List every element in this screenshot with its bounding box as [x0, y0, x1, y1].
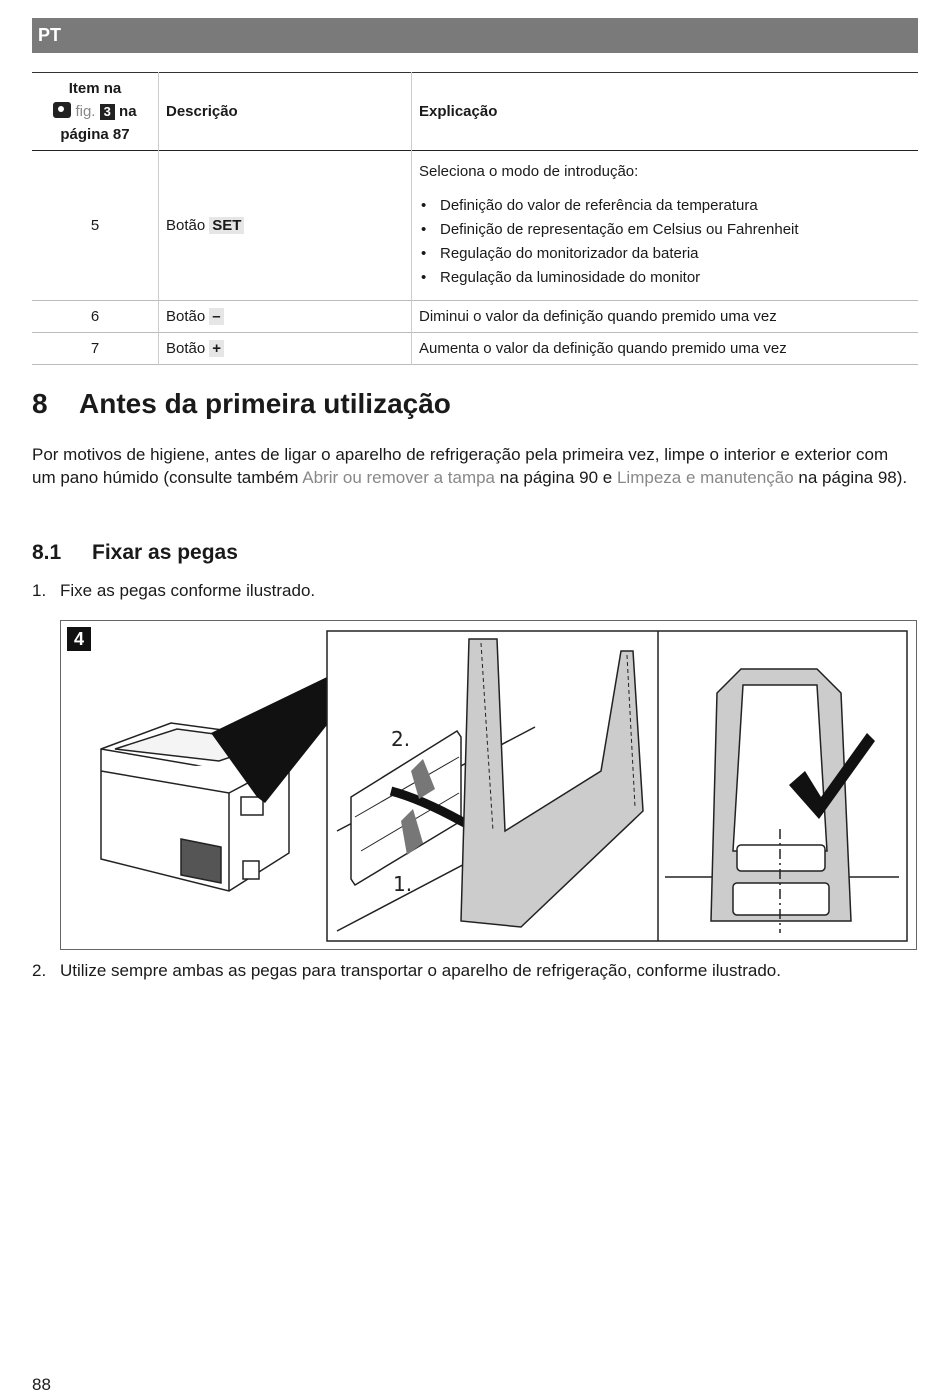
row-explanation: Aumenta o valor da definição quando premido uma vez: [419, 340, 787, 357]
language-header-bar: [32, 18, 918, 53]
subsection-title: Fixar as pegas: [92, 541, 238, 564]
figure-number-badge: 4: [67, 627, 91, 651]
link-cleaning-maintenance[interactable]: Limpeza e manutenção: [616, 468, 794, 487]
hygiene-paragraph: [32, 443, 912, 489]
section-number: 8: [32, 388, 48, 419]
page-number: 88: [32, 1375, 51, 1394]
paragraph-text: Por motivos de higiene, antes de ligar o aparelho de refrigeração pela primeira vez, limpe o interior e exterior com um pano húmido (consulte também: [32, 445, 889, 487]
header-item-line1: Item na: [68, 80, 122, 97]
mode-list: [419, 194, 911, 290]
subsection-heading: [32, 541, 238, 565]
section-heading: [32, 388, 451, 420]
figure-step-1-label: 1.: [393, 872, 413, 896]
subsection-number: 8.1: [32, 541, 62, 564]
paragraph-text: na página 98).: [793, 468, 908, 487]
table-header-row: [32, 73, 918, 151]
table-row: [32, 301, 918, 333]
step-item: [32, 580, 315, 602]
figure-4-handles: [60, 620, 917, 950]
plus-key-label: +: [209, 340, 224, 357]
section-title: Antes da primeira utilização: [79, 388, 451, 419]
row-item: 6: [32, 301, 159, 333]
header-item-na: na: [119, 103, 137, 120]
header-item: [32, 73, 159, 151]
minus-key-label: –: [209, 308, 223, 325]
figure-step-2-label: 2.: [391, 727, 411, 751]
row-explanation: [412, 151, 919, 301]
table-row: [32, 333, 918, 365]
set-key-label: SET: [209, 217, 244, 234]
header-explanation: Explicação: [419, 103, 498, 120]
row-desc-text: Botão: [166, 308, 206, 325]
camera-icon: [53, 102, 71, 118]
row-desc-text: Botão: [166, 217, 206, 234]
row-description: [159, 301, 412, 333]
list-item: • Definição de representação em Celsius ou Fahrenheit: [419, 218, 911, 242]
row-explanation: Diminui o valor da definição quando premido uma vez: [419, 308, 777, 325]
language-code: PT: [38, 25, 62, 45]
step-number: 2.: [32, 961, 47, 980]
row-item: 5: [32, 151, 159, 301]
step-item: [32, 960, 781, 982]
explanation-intro: Seleciona o modo de introdução:: [419, 162, 639, 180]
step-number: 1.: [32, 581, 47, 600]
list-item: • Definição do valor de referência da temperatura: [419, 194, 911, 218]
paragraph-text: na página 90 e: [495, 468, 617, 487]
list-item: • Regulação da luminosidade do monitor: [419, 266, 911, 290]
handle-illustration: [61, 621, 918, 951]
header-item-page: página 87: [60, 126, 130, 143]
row-desc-text: Botão: [166, 340, 206, 357]
list-item: • Regulação do monitorizador da bateria: [419, 242, 911, 266]
step-text: Fixe as pegas conforme ilustrado.: [60, 581, 316, 600]
header-description: Descrição: [159, 73, 412, 151]
button-table: [32, 72, 918, 365]
table-row: [32, 151, 918, 301]
figure-ref-label: fig.: [75, 103, 96, 120]
row-description: [159, 151, 412, 301]
figure-ref-number: 3: [100, 104, 115, 120]
link-open-remove-lid[interactable]: Abrir ou remover a tampa: [302, 468, 496, 487]
step-text: Utilize sempre ambas as pegas para transportar o aparelho de refrigeração, conforme ilustrado.: [60, 961, 781, 980]
row-description: [159, 333, 412, 365]
row-item: 7: [32, 333, 159, 365]
